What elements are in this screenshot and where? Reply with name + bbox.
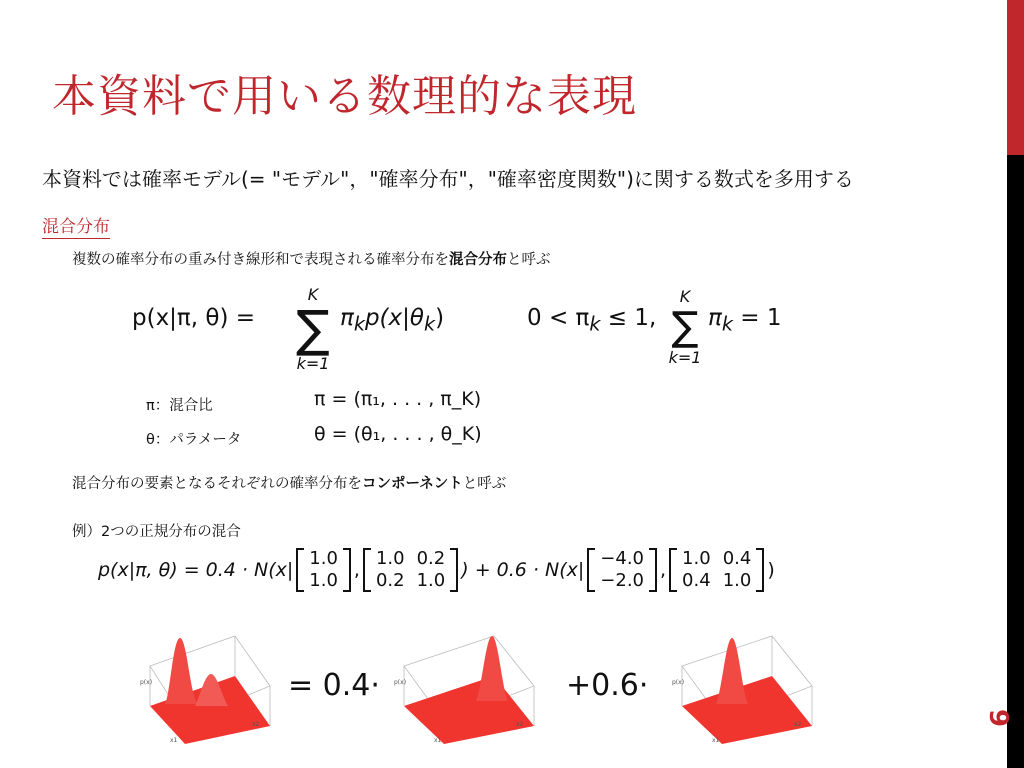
example-label: 例）2つの正規分布の混合 bbox=[72, 524, 241, 540]
section-heading: 混合分布 bbox=[42, 212, 110, 237]
constraint-equation: $0 < \pi_k \le 1$, bbox=[527, 305, 657, 336]
mixture-definition: 複数の確率分布の重み付き線形和で表現される確率分布を混合分布と呼ぶ bbox=[72, 252, 551, 268]
svg-text:p(x): p(x) bbox=[672, 679, 685, 686]
svg-text:p(x): p(x) bbox=[140, 679, 153, 686]
sidebar-bar bbox=[1007, 155, 1024, 768]
pi-equation: π = (π₁, . . . , π_K) bbox=[314, 388, 482, 410]
page-title: 本資料で用いる数理的な表現 bbox=[52, 71, 637, 122]
svg-text:p(x): p(x) bbox=[394, 679, 407, 686]
svg-text:x2: x2 bbox=[794, 721, 802, 728]
intro-text: 本資料では確率モデル(= "モデル"，"確率分布"，"確率密度関数")に関する数式を多用する bbox=[42, 167, 854, 191]
svg-text:x1: x1 bbox=[712, 737, 720, 744]
mixture-equation: p(x|π, θ) = bbox=[132, 305, 256, 331]
svg-text:x2: x2 bbox=[516, 721, 524, 728]
component-definition: 混合分布の要素となるそれぞれの確率分布をコンポーネントと呼ぶ bbox=[72, 476, 507, 492]
component2-surface-plot bbox=[672, 626, 822, 746]
operator-plus: +0.6· bbox=[566, 668, 649, 703]
component1-surface-plot bbox=[394, 626, 544, 746]
constraint-equation-rhs: $\pi_k = 1$ bbox=[708, 305, 782, 336]
page-number: 9 bbox=[983, 708, 1013, 728]
sum-symbol-2: K ∑ k=1 bbox=[668, 287, 702, 367]
example-equation: p(x|π, θ) = 0.4 · N(x| 1.0 1.0 , 1.0 0.2 0.2 1.0 ) + 0.6 · N(x| −4.0 −2.0 , 1.0 0.4 0.4 1.0 ) bbox=[98, 548, 775, 591]
mixture-surface-plot bbox=[140, 626, 280, 746]
pi-label: π：混合比 bbox=[146, 398, 213, 414]
theta-equation: θ = (θ₁, . . . , θ_K) bbox=[314, 423, 482, 445]
mixture-equation-rhs: $\pi_kp(x|\theta_k)$ bbox=[340, 305, 445, 336]
svg-text:x2: x2 bbox=[252, 721, 260, 728]
sum-symbol: K ∑ k=1 bbox=[296, 285, 330, 373]
theta-label: θ：パラメータ bbox=[146, 432, 242, 448]
svg-text:x1: x1 bbox=[434, 737, 442, 744]
sidebar-accent bbox=[1007, 0, 1024, 155]
operator-equals: = 0.4· bbox=[288, 668, 380, 703]
svg-text:x1: x1 bbox=[170, 737, 178, 744]
